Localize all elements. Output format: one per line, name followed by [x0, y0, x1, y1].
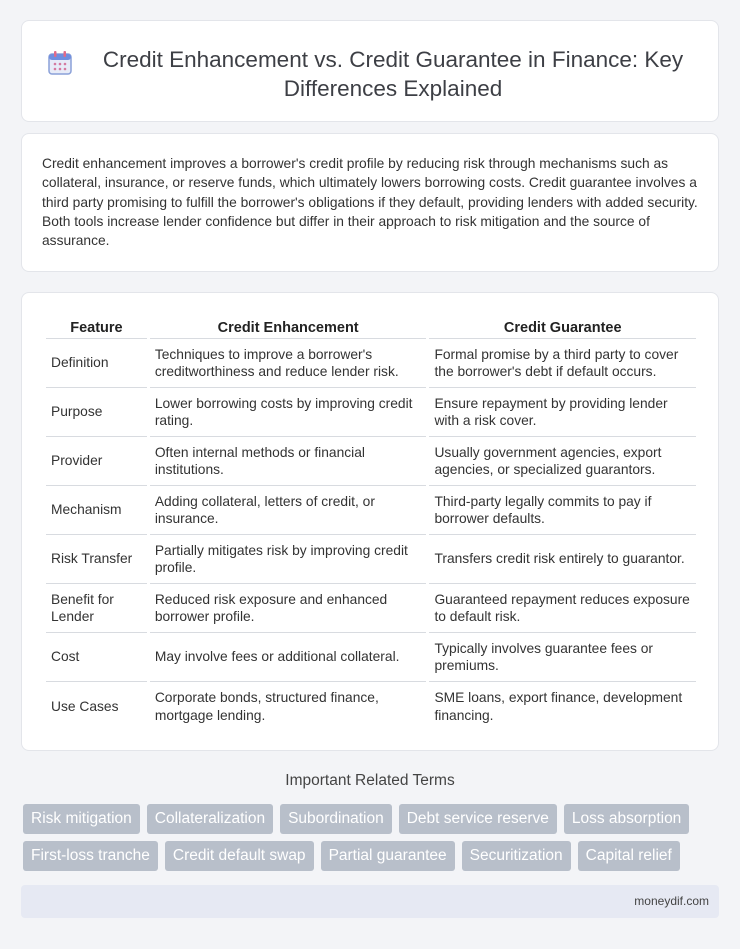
table-row: [46, 682, 696, 731]
table-row: [46, 437, 696, 486]
tag-loss-absorption[interactable]: Loss absorption: [564, 804, 689, 834]
tag-debt-service-reserve[interactable]: Debt service reserve: [399, 804, 557, 834]
tag-securitization[interactable]: Securitization: [462, 841, 571, 871]
row-enhancement: Reduced risk exposure and enhanced borrower profile.: [150, 584, 427, 633]
header-feature: Feature: [46, 313, 147, 339]
row-enhancement: Lower borrowing costs by improving credit rating.: [150, 388, 427, 437]
row-feature: Mechanism: [46, 486, 147, 535]
row-guarantee: Formal promise by a third party to cover the borrower's debt if default occurs.: [429, 339, 696, 388]
table-row: [46, 633, 696, 682]
row-enhancement: Adding collateral, letters of credit, or insurance.: [150, 486, 427, 535]
row-feature: Definition: [46, 339, 147, 388]
row-feature: Risk Transfer: [46, 535, 147, 584]
calendar-icon: [46, 49, 74, 77]
tag-partial-guarantee[interactable]: Partial guarantee: [321, 841, 455, 871]
row-feature: Provider: [46, 437, 147, 486]
footer: [21, 885, 719, 918]
header-credit-guarantee: Credit Guarantee: [429, 313, 696, 339]
tag-first-loss-tranche[interactable]: First-loss tranche: [23, 841, 158, 871]
comparison-card: [21, 292, 719, 751]
row-feature: Use Cases: [51, 698, 119, 714]
row-guarantee: Usually government agencies, export agencies, or specialized guarantors.: [429, 437, 696, 486]
row-feature: Purpose: [46, 388, 147, 437]
tag-collateralization[interactable]: Collateralization: [147, 804, 273, 834]
intro-card: [21, 133, 719, 272]
tag-risk-mitigation[interactable]: Risk mitigation: [23, 804, 140, 834]
row-guarantee: Ensure repayment by providing lender with a risk cover.: [429, 388, 696, 437]
row-enhancement: Corporate bonds, structured finance, mortgage lending.: [154, 690, 379, 723]
row-guarantee: Transfers credit risk entirely to guarantor.: [429, 535, 696, 584]
related-terms-heading: Important Related Terms: [285, 772, 455, 789]
intro-paragraph: Credit enhancement improves a borrower's credit profile by reducing risk through mechanisms such as collateral, insurance, or reserve funds, which ultimately lowers borrowing costs. Credit guarantee involves a third party promising to fulfill the borrower's obligations if they default, providing lenders with added security. Both tools increase lender confidence but differ in their approach to risk mitigation and the source of assurance.: [42, 156, 698, 249]
tag-credit-default-swap[interactable]: Credit default swap: [165, 841, 314, 871]
row-guarantee: Third-party legally commits to pay if borrower defaults.: [429, 486, 696, 535]
row-guarantee: SME loans, export finance, development financing.: [434, 690, 683, 723]
row-enhancement: Partially mitigates risk by improving credit profile.: [150, 535, 427, 584]
row-enhancement: Often internal methods or financial institutions.: [150, 437, 427, 486]
related-terms-list: [23, 804, 723, 871]
tag-capital-relief[interactable]: Capital relief: [578, 841, 680, 871]
row-feature: Cost: [46, 633, 147, 682]
row-enhancement: Techniques to improve a borrower's creditworthiness and reduce lender risk.: [150, 339, 427, 388]
row-enhancement: May involve fees or additional collateral.: [150, 633, 427, 682]
row-feature: Benefit for Lender: [46, 584, 147, 633]
row-guarantee: Guaranteed repayment reduces exposure to default risk.: [429, 584, 696, 633]
row-guarantee: Typically involves guarantee fees or premiums.: [429, 633, 696, 682]
table-row: [46, 388, 696, 437]
title-card: [21, 20, 719, 122]
table-header-row: [46, 313, 696, 339]
table-row: [46, 584, 696, 633]
page-title: Credit Enhancement vs. Credit Guarantee in Finance: Key Differences Explained: [102, 47, 684, 101]
header-credit-enhancement: Credit Enhancement: [150, 313, 427, 339]
table-row: [46, 339, 696, 388]
table-row: [46, 486, 696, 535]
footer-site[interactable]: moneydif.com: [634, 894, 709, 908]
tag-subordination[interactable]: Subordination: [280, 804, 392, 834]
table-row: [46, 535, 696, 584]
comparison-table: [43, 313, 699, 731]
